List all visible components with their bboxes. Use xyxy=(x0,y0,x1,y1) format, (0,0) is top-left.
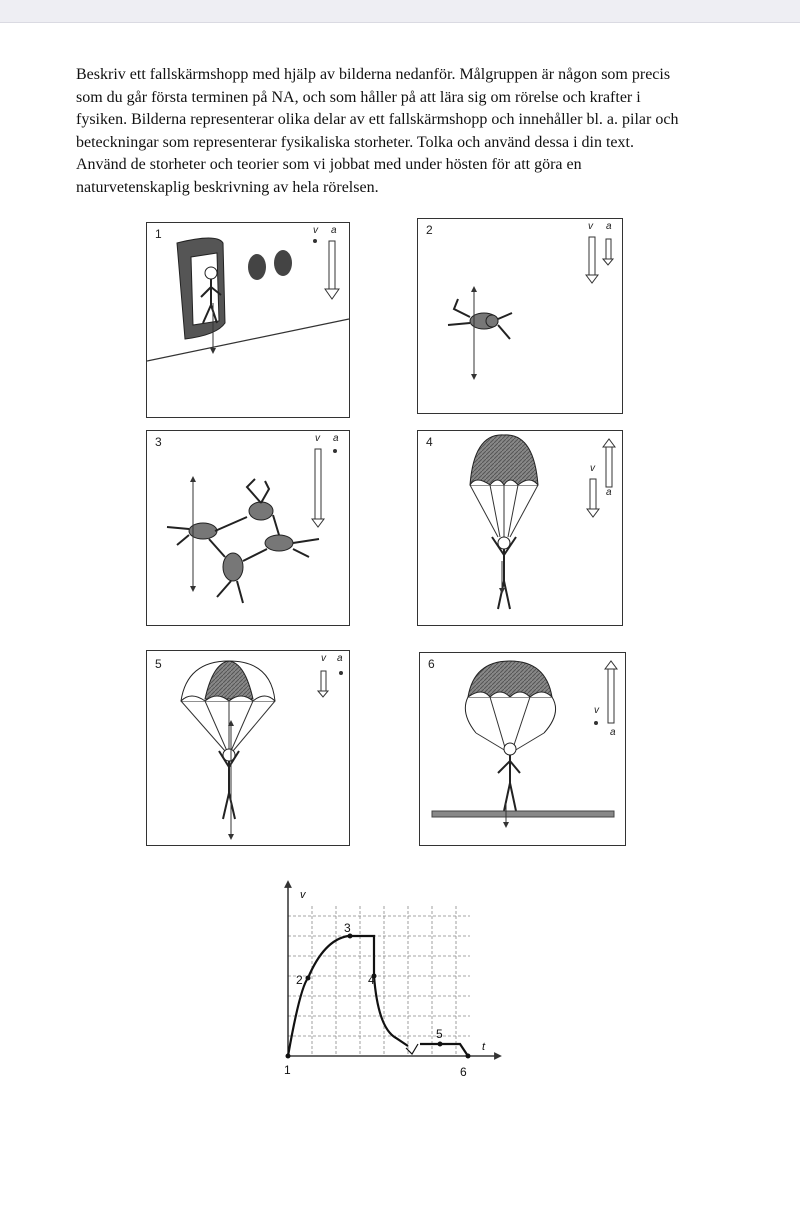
acceleration-label: a xyxy=(606,487,612,498)
velocity-label: v xyxy=(321,653,326,664)
graph-point-label: 6 xyxy=(460,1065,467,1079)
panel-4 xyxy=(417,430,623,626)
velocity-label: v xyxy=(313,225,318,236)
panel-3-illustration xyxy=(147,431,351,627)
panel-5 xyxy=(146,650,350,846)
text-line: som du går första terminen på NA, och som håller på att lära sig om rörelse och krafter i xyxy=(76,88,641,106)
panel-6-illustration xyxy=(420,653,627,847)
graph-point-label: 5 xyxy=(436,1027,443,1041)
panel-2-illustration xyxy=(418,219,624,415)
text-line: Beskriv ett fallskärmshopp med hjälp av bilderna nedanför. Målgruppen är någon som precis xyxy=(76,66,671,83)
graph-point-label: 3 xyxy=(344,921,351,935)
velocity-label: v xyxy=(590,463,595,474)
panel-1-illustration xyxy=(147,223,351,419)
acceleration-label: a xyxy=(610,727,616,738)
panel-number: 4 xyxy=(426,435,433,449)
velocity-label: v xyxy=(315,433,320,444)
panel-6 xyxy=(419,652,626,846)
panel-number: 1 xyxy=(155,227,162,241)
text-line: fysiken. Bilderna representerar olika delar av ett fallskärmshopp och innehåller bl. a. pilar och xyxy=(76,111,679,128)
graph-point-label: 2 xyxy=(296,973,303,987)
panel-number: 2 xyxy=(426,223,433,237)
panel-5-illustration xyxy=(147,651,351,847)
panel-number: 5 xyxy=(155,657,162,671)
text-line: beteckningar som representerar fysikaliska storheter. Tolka och använd dessa i din text. xyxy=(76,133,634,151)
velocity-label: v xyxy=(588,221,593,232)
assignment-text xyxy=(76,64,736,199)
acceleration-label: a xyxy=(337,653,343,664)
graph-y-label: v xyxy=(300,889,306,901)
acceleration-label: a xyxy=(333,433,339,444)
acceleration-label: a xyxy=(331,225,337,236)
panel-1 xyxy=(146,222,350,418)
graph-point-label: 4 xyxy=(368,973,375,987)
acceleration-label: a xyxy=(606,221,612,232)
graph-x-label: t xyxy=(482,1041,486,1053)
viewer-top-bar xyxy=(0,0,800,23)
panel-3 xyxy=(146,430,350,626)
text-line: Använd de storheter och teorier som vi jobbat med under hösten för att göra en xyxy=(76,156,582,173)
panel-4-illustration xyxy=(418,431,624,627)
panel-number: 3 xyxy=(155,435,162,449)
velocity-label: v xyxy=(594,705,599,716)
text-line: naturvetenskaplig beskrivning av hela rörelsen. xyxy=(76,178,379,196)
velocity-time-graph xyxy=(270,878,510,1084)
panel-2 xyxy=(417,218,623,414)
graph-point-label: 1 xyxy=(284,1063,291,1077)
panel-number: 6 xyxy=(428,657,435,671)
